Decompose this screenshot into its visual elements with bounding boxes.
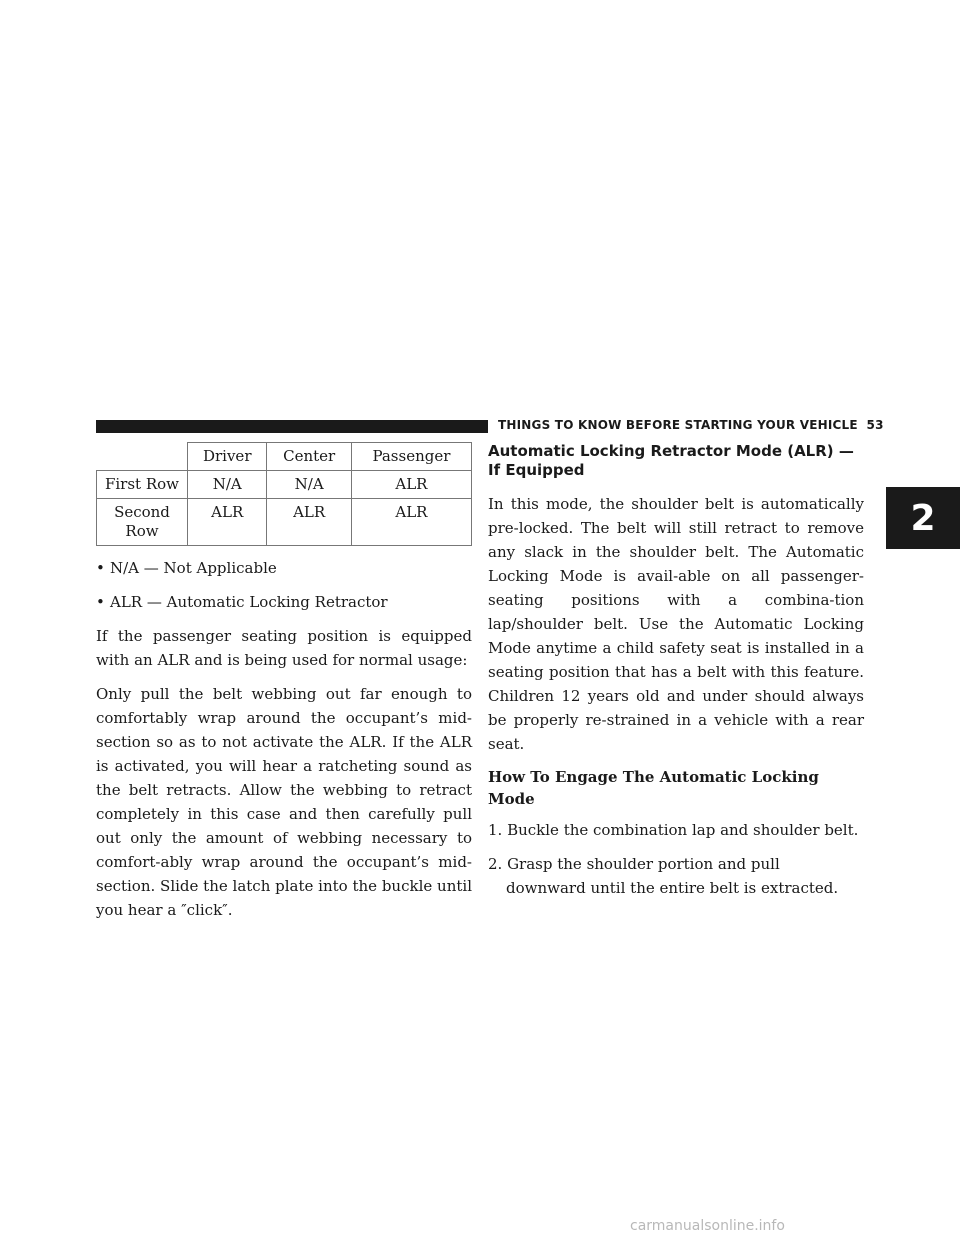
table-cell: ALR — [267, 499, 351, 546]
left-column — [96, 442, 472, 932]
table-corner-cell — [97, 443, 188, 471]
column-header-driver: Driver — [188, 443, 267, 471]
table-cell: ALR — [188, 499, 267, 546]
abbreviation-list — [96, 556, 472, 614]
table-header-row — [97, 443, 472, 471]
header-rule — [96, 420, 488, 433]
table-cell: ALR — [351, 471, 471, 499]
watermark: carmanualsonline.info — [630, 1218, 785, 1234]
table-row — [97, 471, 472, 499]
list-item: 1. Buckle the combination lap and shoulder belt. — [488, 821, 859, 839]
row-label-second: Second Row — [97, 499, 188, 546]
column-header-center: Center — [267, 443, 351, 471]
list-item: 2. Grasp the shoulder portion and pull downward until the entire belt is extracted. — [488, 855, 839, 897]
table-cell: N/A — [267, 471, 351, 499]
running-header — [498, 418, 884, 432]
right-column — [488, 442, 864, 910]
table-row — [97, 499, 472, 546]
body-paragraph: Only pull the belt webbing out far enough to comfortably wrap around the occupant’s mid-section so as to not activate the ALR. If the ALR is activated, you will hear a ratcheting sound as the belt retracts. Allow the webbing to retract completely in this case and then carefully pull out only the amount of webbing necessary to comfort-ably wrap around the occupant’s mid-section. Slide the latch plate into the buckle until you hear a ″click″. — [96, 685, 472, 919]
chapter-tab: 2 — [886, 487, 960, 549]
page-number: 53 — [866, 418, 884, 432]
column-header-passenger: Passenger — [351, 443, 471, 471]
list-item: • N/A — Not Applicable — [96, 556, 472, 580]
body-paragraph: If the passenger seating position is equipped with an ALR and is being used for normal usage: — [96, 627, 472, 669]
table-cell: ALR — [351, 499, 471, 546]
steps-list — [488, 818, 864, 900]
running-title: THINGS TO KNOW BEFORE STARTING YOUR VEHICLE — [498, 418, 858, 432]
list-item: • ALR — Automatic Locking Retractor — [96, 590, 472, 614]
table-cell: N/A — [188, 471, 267, 499]
row-label-first: First Row — [97, 471, 188, 499]
body-paragraph: In this mode, the shoulder belt is automatically pre-locked. The belt will still retract to remove any slack in the shoulder belt. The Automatic Locking Mode is avail-able on all passenger-seating positions with a combina-tion lap/shoulder belt. Use the Automatic Locking Mode anytime a child safety seat is installed in a seating position that has a belt with this feature. Children 12 years old and under should always be properly re-strained in a vehicle with a rear seat. — [488, 495, 864, 753]
sub-heading: How To Engage The Automatic Locking Mode — [488, 768, 819, 808]
section-heading: Automatic Locking Retractor Mode (ALR) — If Equipped — [488, 442, 854, 479]
alr-seating-table — [96, 442, 472, 546]
